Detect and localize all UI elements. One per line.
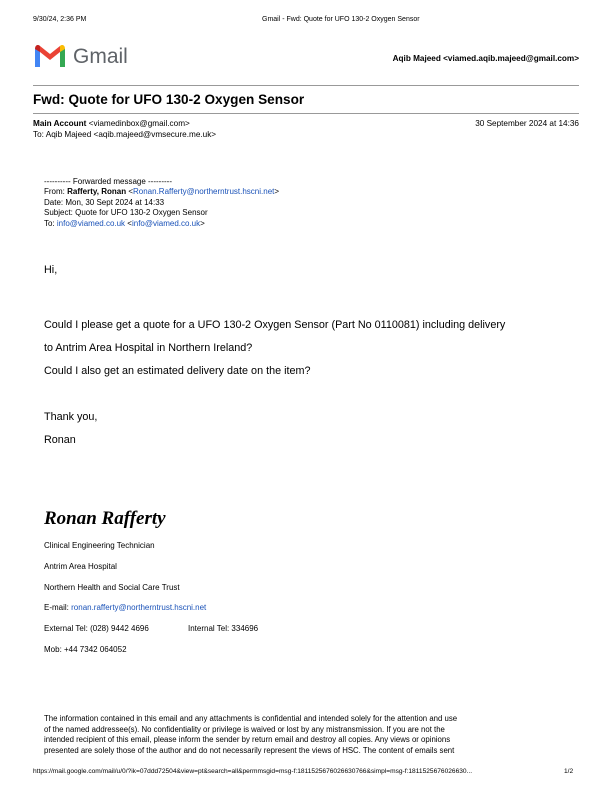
forwarded-to-email[interactable]: info@viamed.co.uk — [56, 219, 126, 228]
forwarded-from: From: Rafferty, Ronan <Ronan.Rafferty@northerntrust.hscni.net> — [44, 187, 280, 196]
signature-location: Antrim Area Hospital — [44, 562, 117, 571]
disclaimer-line: intended recipient of this email, please inform the sender by return email and destroy all copies. Any views or opinions — [44, 735, 451, 744]
account-name: Aqib Majeed <viamed.aqib.majeed@gmail.com> — [392, 54, 579, 63]
signature-email-line — [44, 603, 206, 612]
signature-title: Clinical Engineering Technician — [44, 541, 155, 550]
message-greeting: Hi, — [44, 264, 58, 276]
forwarded-header: ---------- Forwarded message --------- — [44, 177, 172, 186]
signature-mobile: Mob: +44 7342 064052 — [44, 645, 127, 654]
message-line-2: to Antrim Area Hospital in Northern Ireland? — [44, 342, 253, 354]
signature-internal-tel: Internal Tel: 334696 — [188, 624, 259, 633]
forwarded-subject: Subject: Quote for UFO 130-2 Oxygen Sensor — [44, 208, 208, 217]
sender-address[interactable]: <viamedinbox@gmail.com> — [88, 119, 190, 128]
print-title: Gmail - Fwd: Quote for UFO 130-2 Oxygen Sensor — [262, 16, 420, 23]
forwarded-from-label: From: — [44, 187, 65, 196]
email-date: 30 September 2024 at 14:36 — [475, 119, 579, 128]
gmail-wordmark: Gmail — [73, 45, 128, 68]
forwarded-to-label: To: — [44, 219, 55, 228]
forwarded-from-email[interactable]: Ronan.Rafferty@northerntrust.hscni.net — [133, 187, 275, 196]
message-thanks: Thank you, — [44, 411, 98, 423]
signature-email-label: E-mail: — [44, 603, 69, 612]
signature-organisation: Northern Health and Social Care Trust — [44, 583, 180, 592]
confidentiality-disclaimer — [44, 714, 564, 766]
message-name: Ronan — [44, 434, 76, 446]
sender-line — [33, 119, 190, 128]
gmail-logo-icon — [33, 42, 67, 68]
signature-email[interactable]: ronan.rafferty@northerntrust.hscni.net — [71, 603, 207, 612]
forwarded-to: To: info@viamed.co.uk <info@viamed.co.uk> — [44, 219, 205, 228]
forwarded-from-name: Rafferty, Ronan — [67, 187, 127, 196]
signature-external-tel: External Tel: (028) 9442 4696 — [44, 624, 149, 633]
print-page-number: 1/2 — [564, 768, 574, 775]
signature-name: Ronan Rafferty — [44, 508, 166, 529]
header-divider — [33, 85, 579, 86]
recipient-line: To: Aqib Majeed <aqib.majeed@vmsecure.me.uk> — [33, 130, 217, 139]
print-datetime: 9/30/24, 2:36 PM — [33, 16, 87, 23]
disclaimer-line: of the named addressee(s). No confidentiality or privilege is waived or lost by any mistransmission. If you are not the — [44, 724, 445, 734]
disclaimer-line: presented are solely those of the author and do not necessarily represent the views of HSC. The content of emails sent — [44, 745, 455, 755]
forwarded-to-email-bracketed[interactable]: info@viamed.co.uk — [131, 219, 201, 228]
message-line-3: Could I also get an estimated delivery date on the item? — [44, 365, 311, 377]
print-footer-url: https://mail.google.com/mail/u/0/?ik=07ddd72504&view=pt&search=all&permmsgid=msg-f:1811525676026630766&simpl=msg-f:1811525676026630... — [33, 768, 473, 775]
subject-divider — [33, 113, 579, 114]
message-line-1: Could I please get a quote for a UFO 130-2 Oxygen Sensor (Part No 0110081) including delivery — [44, 319, 506, 331]
forwarded-date: Date: Mon, 30 Sept 2024 at 14:33 — [44, 198, 165, 207]
email-subject: Fwd: Quote for UFO 130-2 Oxygen Sensor — [33, 92, 305, 107]
disclaimer-line: The information contained in this email and any attachments is confidential and intended solely for the attention and use — [44, 714, 458, 723]
sender-name: Main Account — [33, 119, 87, 128]
